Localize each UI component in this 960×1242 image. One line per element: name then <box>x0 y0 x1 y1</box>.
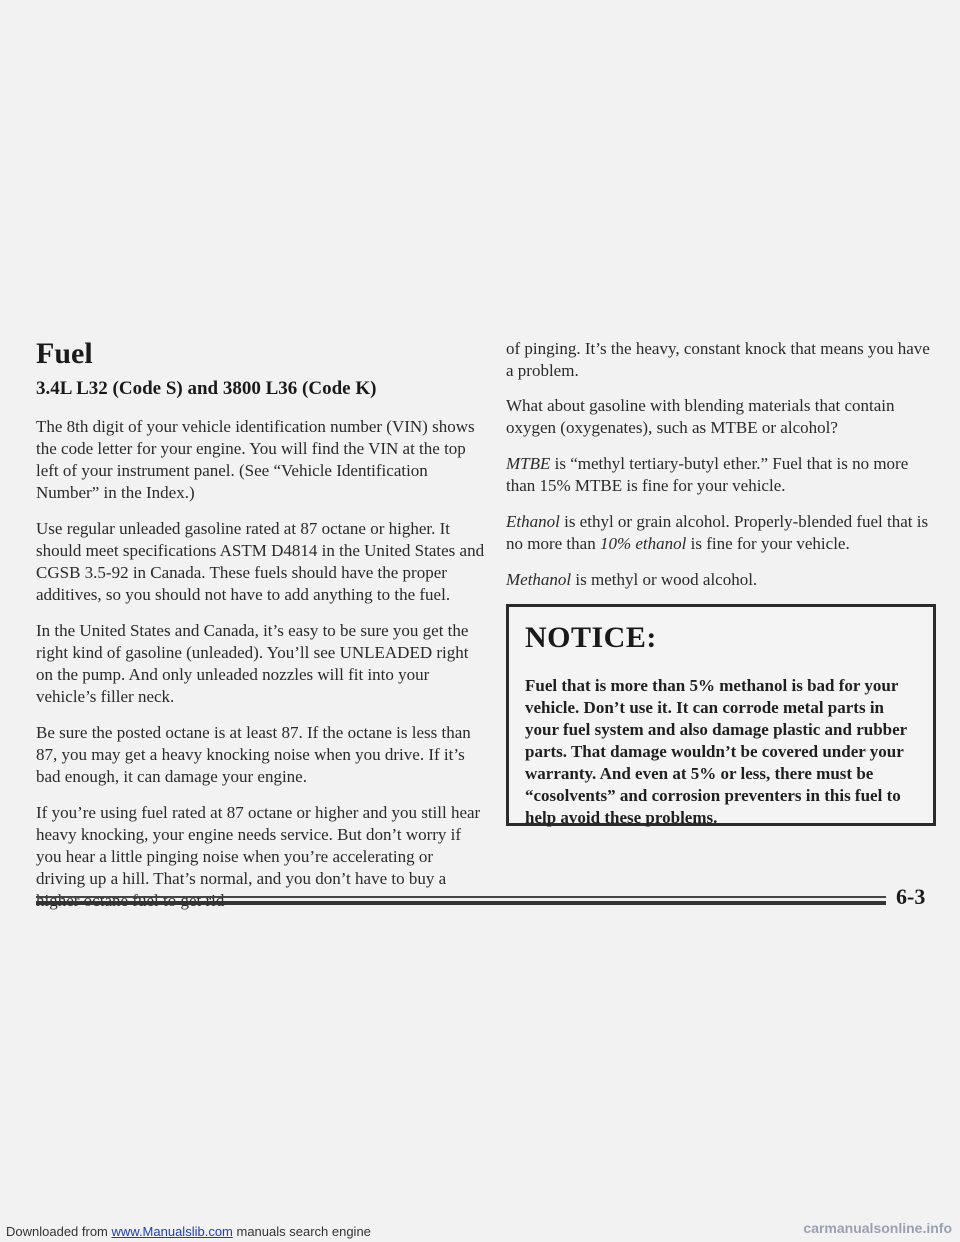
section-heading: Fuel <box>36 337 93 370</box>
paragraph-oxygenates: What about gasoline with blending materials that contain oxygen (oxygenates), such as MTBE or alcohol? <box>506 396 895 437</box>
paragraph-unleaded: In the United States and Canada, it’s easy to be sure you get the right kind of gasoline (unleaded). You’ll see UNLEADED right on the pump. And only unleaded nozzles will fit into your vehicle’s filler neck. <box>36 621 469 706</box>
paragraph-octane: Use regular unleaded gasoline rated at 87 octane or higher. It should meet specifications ASTM D4814 in the United States and CGSB 3.5-92 in Canada. These fuels should have the proper additives, so you should not have to add anything to the fuel. <box>36 519 485 604</box>
right-column <box>506 338 936 605</box>
paragraph-continuation: of pinging. It’s the heavy, constant knock that means you have a problem. <box>506 339 930 380</box>
paragraph-methanol <box>506 569 936 591</box>
paragraph-ethanol <box>506 511 936 555</box>
paragraph-posted-octane: Be sure the posted octane is at least 87. If the octane is less than 87, you may get a heavy knocking noise when you drive. If it’s bad enough, it can damage your engine. <box>36 723 471 786</box>
term-ethanol: Ethanol <box>506 512 560 531</box>
notice-body: Fuel that is more than 5% methanol is bad for your vehicle. Don’t use it. It can corrode metal parts in your fuel system and also damage plastic and rubber parts. That damage wouldn’t be covered under your warranty. And even at 5% or less, there must be “cosolvents” and corrosion preventers in this fuel to help avoid these problems. <box>525 676 907 827</box>
term-ethanol-2: ethanol <box>635 534 687 553</box>
footer-rule <box>36 896 886 908</box>
footer-rule-thick <box>36 901 886 905</box>
left-column <box>36 416 486 926</box>
footer-rule-thin <box>36 896 886 898</box>
download-watermark <box>6 1224 371 1239</box>
paragraph-knocking: If you’re using fuel rated at 87 octane or higher and you still hear heavy knocking, your engine needs service. But don’t worry if you hear a little pinging noise when you’re accelerating or driving up a hill. That’s normal, and you don’t have to buy a <box>36 803 481 888</box>
methanol-text: is methyl or wood alcohol. <box>571 570 758 589</box>
notice-title: NOTICE: <box>525 621 657 654</box>
page-number: 6-3 <box>896 884 926 909</box>
paragraph-vin: The 8th digit of your vehicle identification number (VIN) shows the code letter for your engine. You will find the VIN at the top left of your instrument panel. (See “Vehicle Identification Number” in the Index.) <box>36 417 475 502</box>
watermark-suffix: manuals search engine <box>232 1224 371 1239</box>
term-methanol: Methanol <box>506 570 572 589</box>
paragraph-mtbe <box>506 453 936 497</box>
engine-subheading: 3.4L L32 (Code S) and 3800 L36 (Code K) <box>36 378 377 399</box>
ethanol-percent: 10% <box>599 534 632 553</box>
ethanol-text-b: is fine for your vehicle. <box>686 534 850 553</box>
mtbe-text: is “methyl tertiary-butyl ether.” Fuel that is no more than 15% MTBE is fine for your vehicle. <box>506 454 909 495</box>
term-mtbe: MTBE <box>506 454 551 473</box>
notice-box <box>506 604 936 826</box>
watermark-prefix: Downloaded from <box>6 1224 112 1239</box>
manualslib-link[interactable]: www.Manualslib.com <box>111 1224 233 1239</box>
ethanol-text-a: is ethyl or grain alcohol. Properly-blended fuel that is no more than <box>506 512 929 553</box>
carmanualsonline-watermark: carmanualsonline.info <box>803 1220 952 1236</box>
